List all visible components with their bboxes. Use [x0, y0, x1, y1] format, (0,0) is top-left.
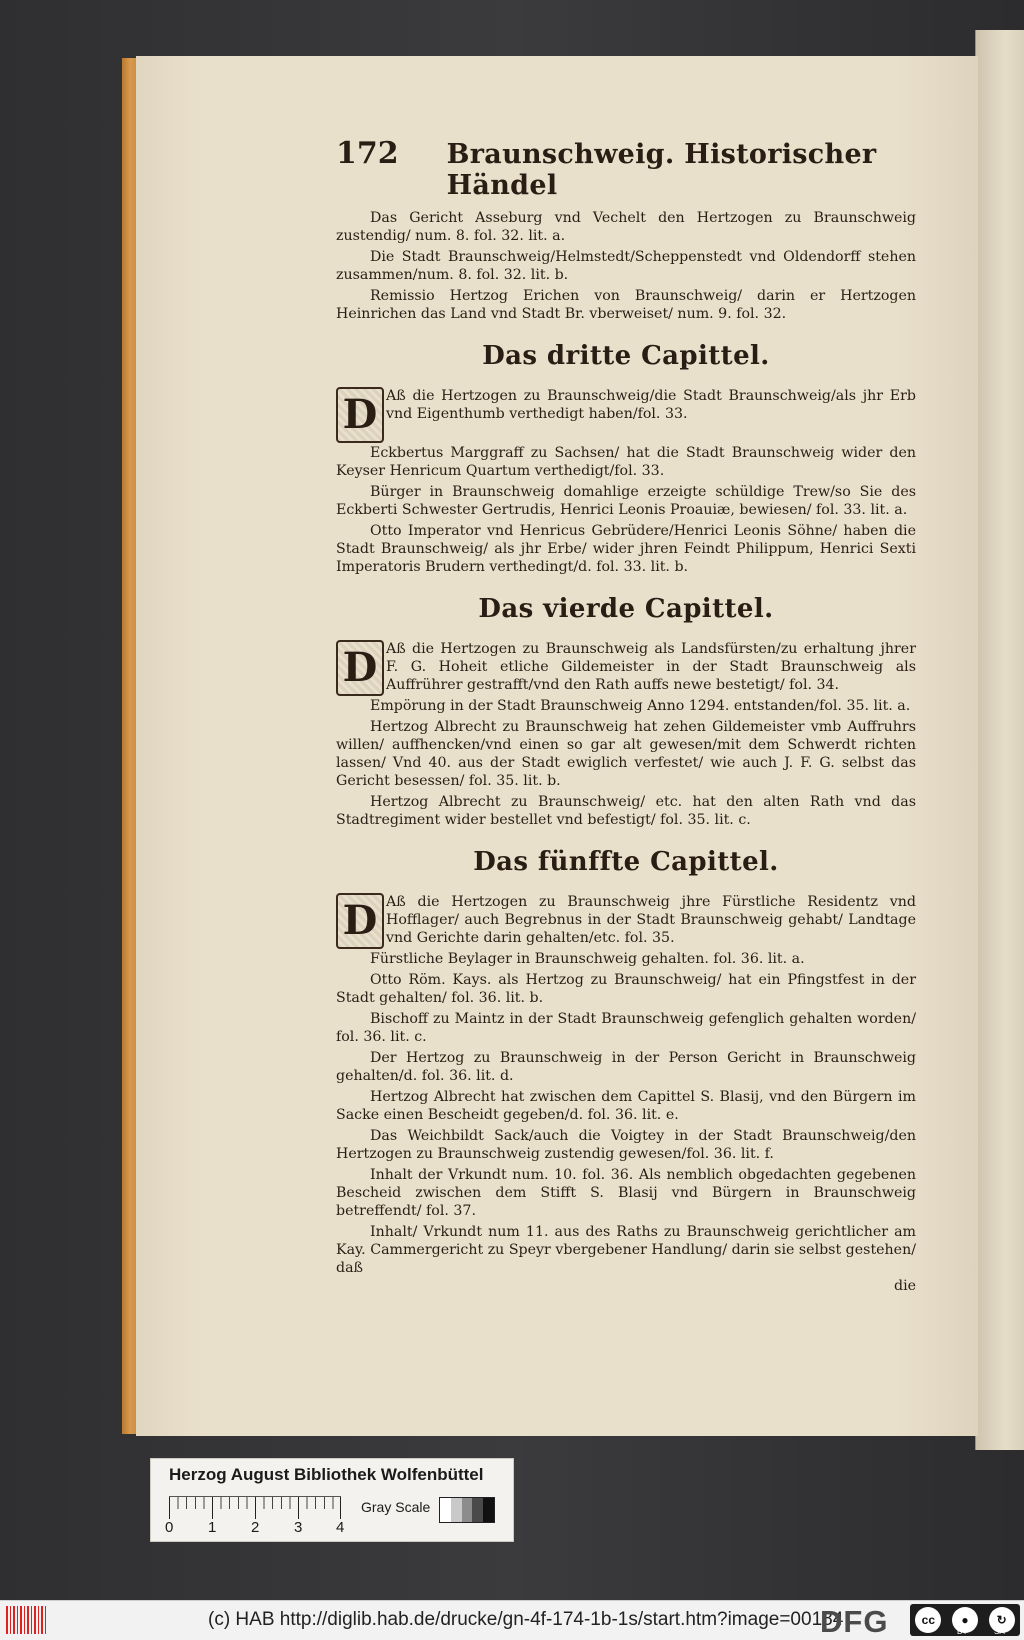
chapter-section: [336, 209, 916, 323]
dfg-logo: DFG: [820, 1604, 889, 1639]
chapter-title: Das vierde Capittel.: [478, 594, 774, 624]
chapter-section: [336, 341, 916, 576]
scale-number: 2: [251, 1519, 260, 1536]
gray-swatch: [462, 1498, 473, 1522]
drop-cap-initial: D: [336, 893, 384, 949]
index-entry: Das Weichbildt Sack/auch die Voigtey in der Stadt Braunschweig/den Hertzogen zu Braunschweig zustendig gewesen/fol. 36. lit. f.: [336, 1128, 916, 1162]
library-name: Herzog August Bibliothek Wolfenbüttel: [169, 1465, 484, 1484]
index-entry: Otto Röm. Kays. als Hertzog zu Braunschweig/ hat ein Pfingstfest in der Stadt gehalten/ fol. 36. lit. b.: [336, 972, 916, 1006]
drop-cap-initial: D: [336, 640, 384, 696]
ruler-major-tick: [169, 1497, 170, 1519]
footer-bar: [0, 1600, 1024, 1640]
gray-scale-swatches: [439, 1497, 495, 1523]
scale-ruler: [169, 1496, 341, 1519]
index-entry: Bürger in Braunschweig domahlige erzeigte schüldige Trew/so Sie des Eckberti Schwester Gertrudis, Henrici Leonis Proauiæ, bewiesen/ fol. 33. lit. a.: [336, 484, 916, 518]
chapter-title: Das dritte Capittel.: [482, 341, 770, 371]
grayscale-label: Gray Scale: [361, 1499, 431, 1515]
scale-number: 4: [336, 1519, 345, 1536]
scale-number: 1: [208, 1519, 217, 1536]
scale-number: 0: [165, 1519, 174, 1536]
entry-text: Aß die Hertzogen zu Braunschweig als Landsfürsten/zu erhaltung jhrer F. G. Hoheit etliche Gildemeister in der Stadt Braunschweig als Auffrührer gestrafft/vnd den Rath auffs newe bestetigt/ fol. 34.: [386, 641, 916, 693]
ruler-major-tick: [255, 1497, 256, 1519]
catchword: die: [893, 1278, 916, 1294]
color-target-card: [150, 1458, 514, 1542]
index-entry: [336, 387, 916, 441]
gray-swatch: [440, 1498, 451, 1522]
gray-swatch: [472, 1498, 483, 1522]
ruler-major-tick: [298, 1497, 299, 1519]
index-entry: Hertzog Albrecht zu Braunschweig hat zehen Gildemeister vmb Auffruhrs willen/ auffhencken/vnd einen so gar alt gewesen/mit dem Schwerdt richten lassen/ Vnd 40. aus der Stadt ewiglich verfestet/ wie auch J. F. G. selbst das Gericht besessen/ fol. 35. lit. b.: [336, 719, 916, 789]
index-entry: [336, 640, 916, 694]
running-head: Braunschweig. Historischer Händel: [446, 139, 877, 201]
gray-swatch: [483, 1498, 494, 1522]
cc-by-tag: BY: [957, 1627, 968, 1636]
index-entry: Otto Imperator vnd Henricus Gebrüdere/Henrici Leonis Söhne/ haben die Stadt Braunschweig/ als jhr Erbe/ wider jhren Feindt Philippum, Henrici Sexti Imperatoris Brudern verthedingt/d. fol. 33. lit. b.: [336, 523, 916, 575]
ruler-major-tick: [340, 1497, 341, 1519]
index-entry: Empörung in der Stadt Braunschweig Anno 1294. entstanden/fol. 35. lit. a.: [370, 698, 911, 714]
page-text: [336, 136, 916, 1294]
cc-icon: cc: [915, 1607, 941, 1633]
chapter-title: Das fünffte Capittel.: [473, 847, 779, 877]
index-entry: Hertzog Albrecht hat zwischen dem Capittel S. Blasij, vnd den Bürgern im Sacke einen Bescheidt gegeben/d. fol. 36. lit. e.: [336, 1089, 916, 1123]
index-entry: Bischoff zu Maintz in der Stadt Braunschweig gefenglich gehalten worden/ fol. 36. lit. c.: [336, 1011, 916, 1045]
ruler-major-tick: [212, 1497, 213, 1519]
index-entry: Eckbertus Marggraff zu Sachsen/ hat die Stadt Braunschweig wider den Keyser Henricum Quartum verthedigt/fol. 33.: [336, 445, 916, 479]
chapter-section: [336, 594, 916, 829]
chapter-section: [336, 847, 916, 1277]
sa-recycle-icon: ↻: [989, 1607, 1015, 1633]
page-number: 172: [336, 136, 399, 171]
scale-number: 3: [294, 1519, 303, 1536]
entry-text: Aß die Hertzogen zu Braunschweig jhre Fürstliche Residentz vnd Hofflager/ auch Begrebnus in der Stadt Braunschweig gehabt/ Landtage vnd Gerichte darin gehalten/etc. fol. 35.: [386, 894, 916, 946]
barcode-icon: [6, 1606, 46, 1634]
index-entry: Die Stadt Braunschweig/Helmstedt/Scheppenstedt vnd Oldendorff stehen zusammen/num. 8. fol. 32. lit. b.: [336, 249, 916, 283]
book-page: [136, 56, 978, 1436]
page-header: [336, 136, 916, 201]
chapter-list: [336, 209, 916, 1277]
gray-swatch: [451, 1498, 462, 1522]
index-entry: Remissio Hertzog Erichen von Braunschweig/ darin er Hertzogen Heinrichen das Land vnd Stadt Br. vberweiset/ num. 9. fol. 32.: [336, 288, 916, 322]
index-entry: Der Hertzog zu Braunschweig in der Person Gericht in Braunschweig gehalten/d. fol. 36. lit. d.: [336, 1050, 916, 1084]
entry-text: Aß die Hertzogen zu Braunschweig/die Stadt Braunschweig/als jhr Erb vnd Eigenthumb verthedigt haben/fol. 33.: [386, 388, 916, 422]
copyright-link[interactable]: (c) HAB http://diglib.hab.de/drucke/gn-4f-174-1b-1s/start.htm?image=00184: [208, 1609, 844, 1630]
index-entry: Hertzog Albrecht zu Braunschweig/ etc. hat den alten Rath vnd das Stadtregiment wider bestellet vnd befestigt/ fol. 35. lit. c.: [336, 794, 916, 828]
cc-license-badge[interactable]: [910, 1604, 1020, 1636]
index-entry: Das Gericht Asseburg vnd Vechelt den Hertzogen zu Braunschweig zustendig/ num. 8. fol. 32. lit. a.: [336, 210, 916, 244]
index-entry: Fürstliche Beylager in Braunschweig gehalten. fol. 36. lit. a.: [370, 951, 805, 967]
index-entry: Inhalt der Vrkundt num. 10. fol. 36. Als nemblich obgedachten gegebenen Bescheid zwischen dem Stifft S. Blasij vnd Bürgern in Braunschweig betreffendt/ fol. 37.: [336, 1167, 916, 1219]
by-person-icon: ●: [952, 1607, 978, 1633]
index-entry: [336, 893, 916, 947]
index-entry: Inhalt/ Vrkundt num 11. aus des Raths zu Braunschweig gerichtlicher am Kay. Cammergericht zu Speyr vbergebener Handlung/ darin sie selbst gestehen/ daß: [336, 1224, 916, 1276]
cc-sa-tag: SA: [994, 1627, 1005, 1636]
drop-cap-initial: D: [336, 387, 384, 443]
facing-page-edge: [975, 30, 1024, 1450]
